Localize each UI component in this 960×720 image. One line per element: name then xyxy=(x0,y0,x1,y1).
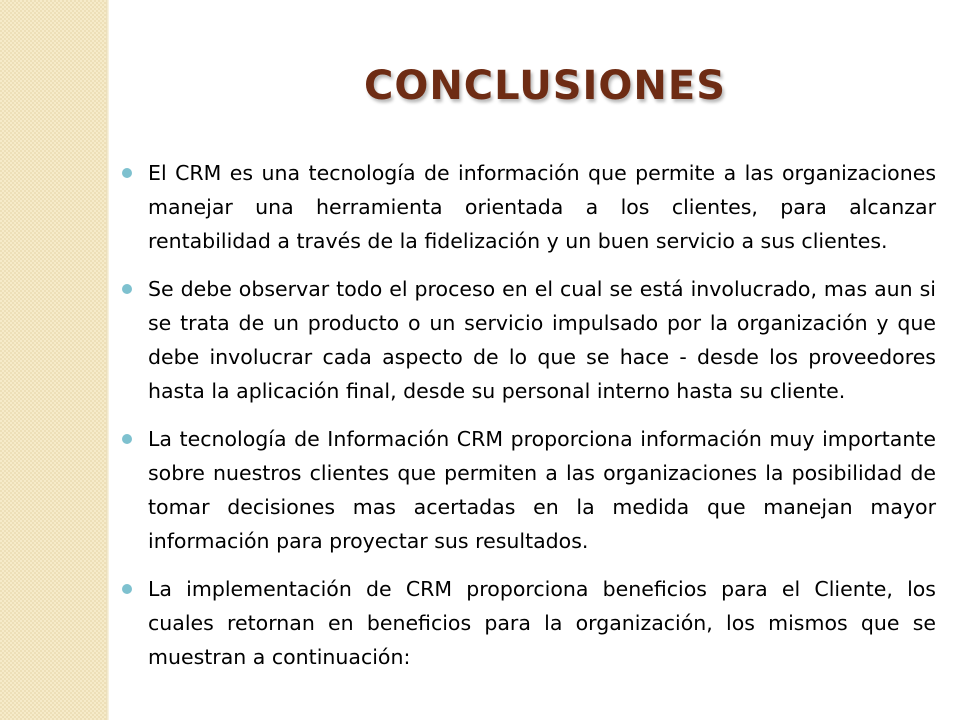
bullet-item xyxy=(118,572,936,674)
bullet-dot-icon xyxy=(122,434,132,444)
bullet-item xyxy=(118,272,936,408)
bullet-item xyxy=(118,156,936,258)
bullet-text: Se debe observar todo el proceso en el cual se está involucrado, mas aun si se trata de un producto o un servicio impulsado por la organización y que debe involucrar cada aspecto de lo que se hace - desde los proveedores hasta la aplicación final, desde su personal interno hasta su cliente. xyxy=(148,277,936,403)
decorative-sidebar-band xyxy=(0,0,106,720)
bullet-text: La tecnología de Información CRM proporciona información muy importante sobre nuestros clientes que permiten a las organizaciones la posibilidad de tomar decisiones mas acertadas en la medida que manejan mayor información para proyectar sus resultados. xyxy=(148,427,936,553)
bullet-dot-icon xyxy=(122,284,132,294)
bullet-text: La implementación de CRM proporciona beneficios para el Cliente, los cuales retornan en beneficios para la organización, los mismos que se muestran a continuación: xyxy=(148,577,936,669)
bullet-dot-icon xyxy=(122,584,132,594)
bullet-text: El CRM es una tecnología de información que permite a las organizaciones manejar una herramienta orientada a los clientes, para alcanzar rentabilidad a través de la fidelización y un buen servicio a sus clientes. xyxy=(148,161,936,253)
bullet-item xyxy=(118,422,936,558)
bullet-dot-icon xyxy=(122,168,132,178)
slide-title: CONCLUSIONES xyxy=(363,63,727,109)
bullet-list xyxy=(118,156,936,688)
sidebar-edge-shadow xyxy=(106,0,109,720)
